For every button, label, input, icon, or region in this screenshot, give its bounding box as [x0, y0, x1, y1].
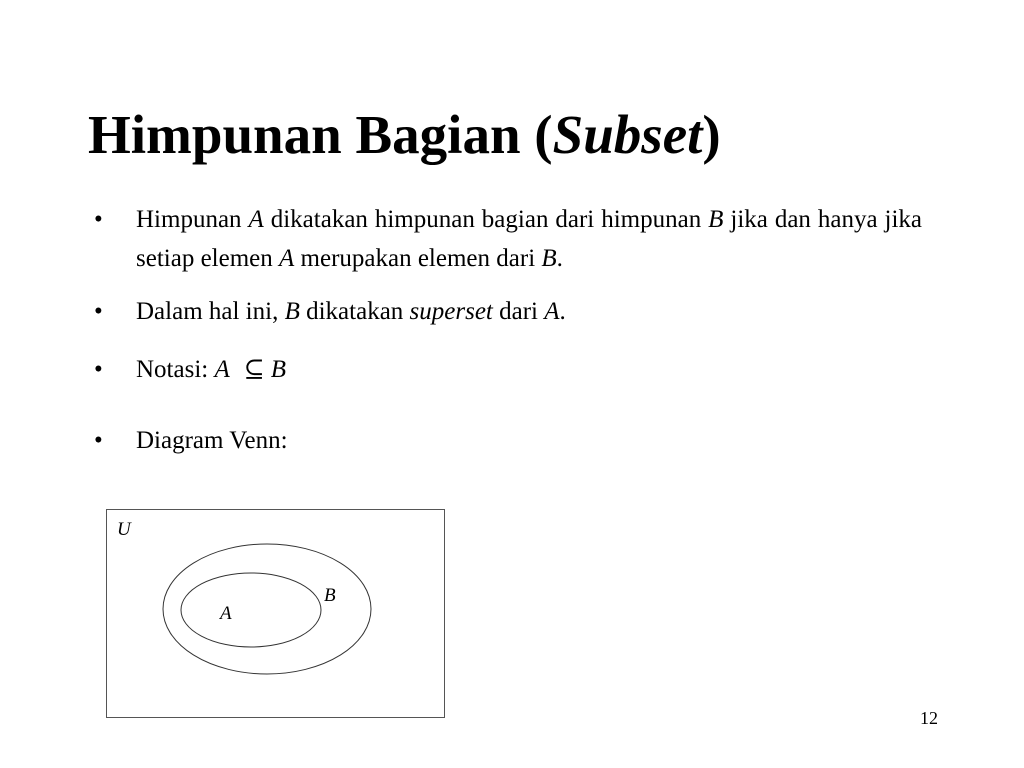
notation-var-b: B: [270, 356, 286, 383]
venn-diagram: [106, 509, 446, 719]
superset-period: .: [559, 298, 566, 325]
definition-period: .: [556, 245, 563, 272]
title-text: Himpunan Bagian (: [88, 104, 553, 165]
set-a-label: A: [220, 603, 232, 624]
superset-text-2: dikatakan: [299, 298, 410, 325]
venn-heading: Diagram Venn:: [136, 427, 288, 454]
set-b-label: B: [324, 585, 336, 606]
superset-term: superset: [409, 298, 493, 325]
superset-var-b: B: [284, 298, 300, 325]
set-a-ellipse: [181, 573, 321, 647]
notation-label: Notasi:: [136, 356, 215, 383]
definition-text-1: Himpunan: [136, 206, 249, 233]
superset-text-1: Dalam hal ini,: [136, 298, 285, 325]
definition-text-2: dikatakan himpunan bagian dari himpunan: [263, 206, 709, 233]
bullet-list: [94, 200, 922, 460]
universe-label: U: [117, 519, 131, 540]
page-number: 12: [920, 708, 938, 728]
set-b-ellipse: [163, 544, 371, 674]
title-close-paren: ): [702, 104, 721, 165]
notation-var-a: A: [214, 356, 230, 383]
bullet-subset-definition: [94, 200, 922, 278]
bullet-superset: [94, 292, 922, 331]
definition-var-b-2: B: [541, 245, 557, 272]
superset-var-a: A: [544, 298, 560, 325]
definition-var-b-1: B: [708, 206, 724, 233]
superset-text-3: dari: [492, 298, 545, 325]
bullet-venn-diagram: [94, 421, 922, 460]
subset-symbol: ⊆: [243, 356, 265, 383]
title-italic-text: Subset: [552, 104, 703, 165]
definition-text-3: jika dan hanya jika setiap elemen: [136, 206, 923, 272]
universe-rect: [107, 510, 445, 718]
bullet-notation: [94, 350, 922, 389]
definition-text-4: merupakan elemen dari: [294, 245, 542, 272]
slide-title: [88, 100, 721, 170]
definition-var-a-2: A: [279, 245, 295, 272]
definition-var-a-1: A: [248, 206, 264, 233]
